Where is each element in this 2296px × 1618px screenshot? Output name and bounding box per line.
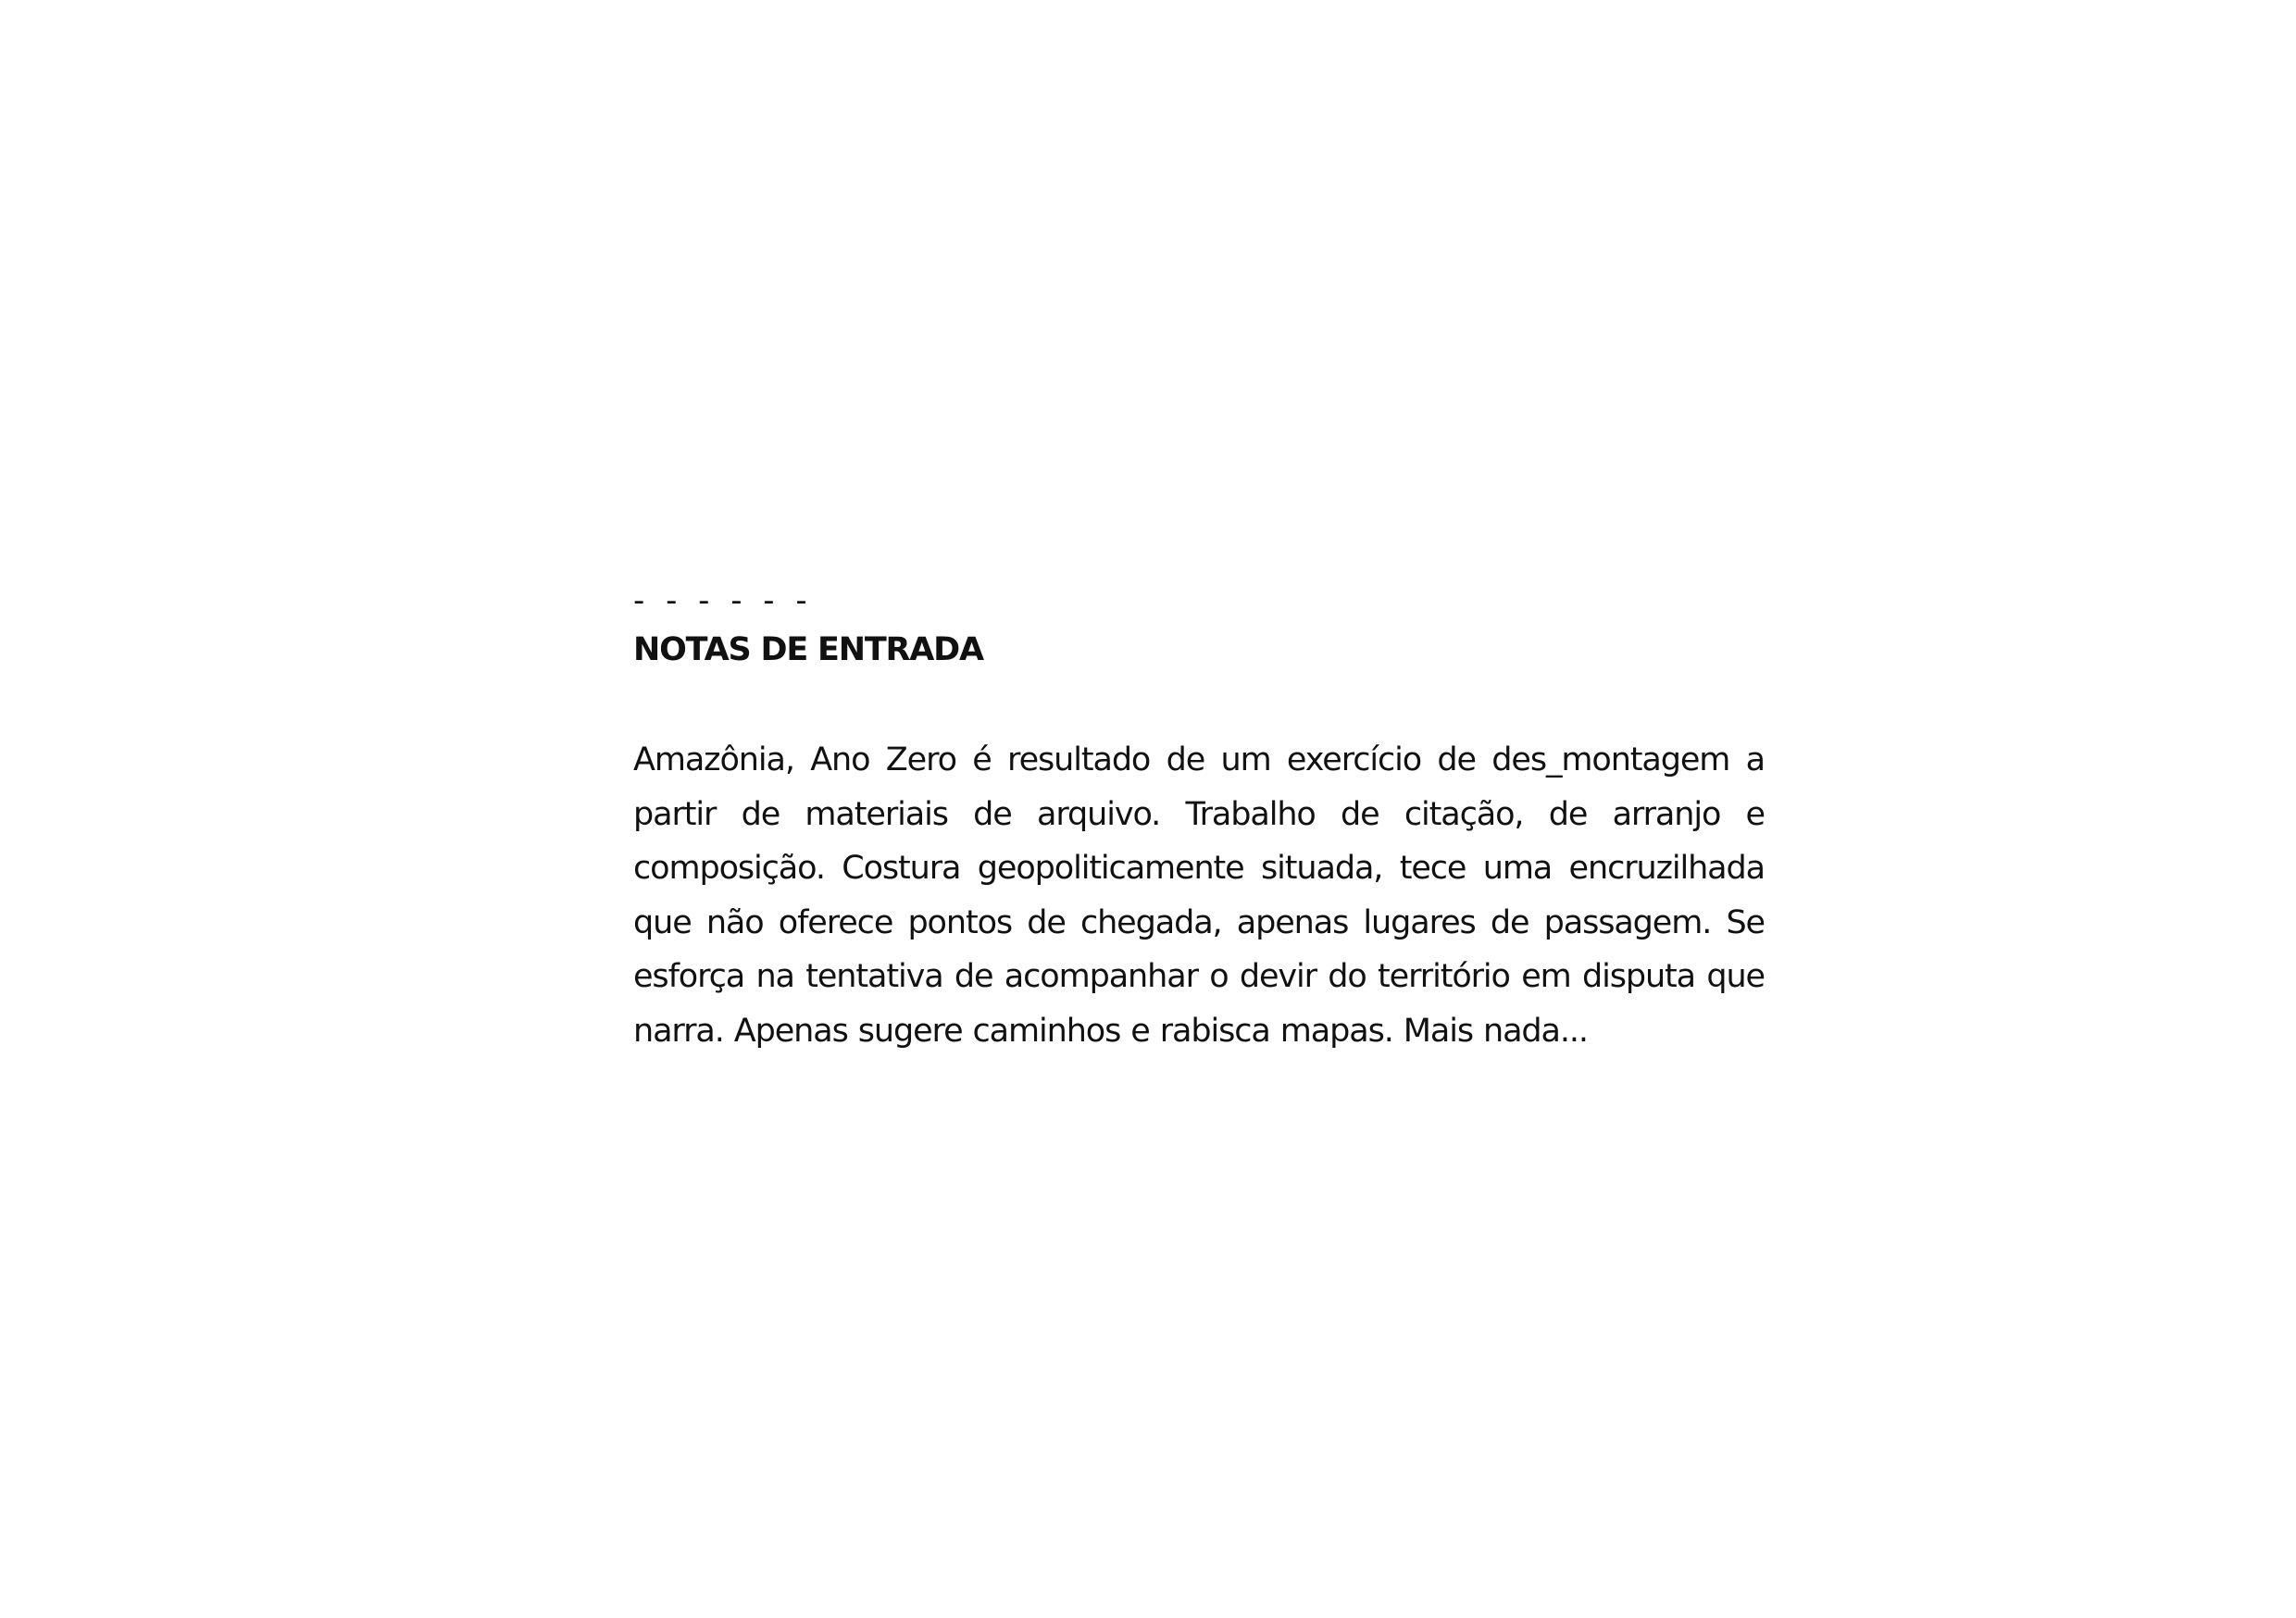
- dash-separator: - - - - - -: [633, 582, 813, 619]
- section-heading: NOTAS DE ENTRADA: [633, 631, 983, 668]
- notes-section: [633, 582, 1765, 1058]
- body-paragraph: Amazônia, Ano Zero é resultado de um exercício de des_montagem a partir de materiais de arquivo. Trabalho de citação, de arranjo e composição. Costura geopoliticamente situada, tece uma encruzilhada que não oferece pontos de chegada, apenas lugares de passagem. Se esforça na tentativa de acompanhar o devir do território em disputa que narra. Apenas sugere caminhos e rabisca mapas. Mais nada...: [633, 741, 1765, 1050]
